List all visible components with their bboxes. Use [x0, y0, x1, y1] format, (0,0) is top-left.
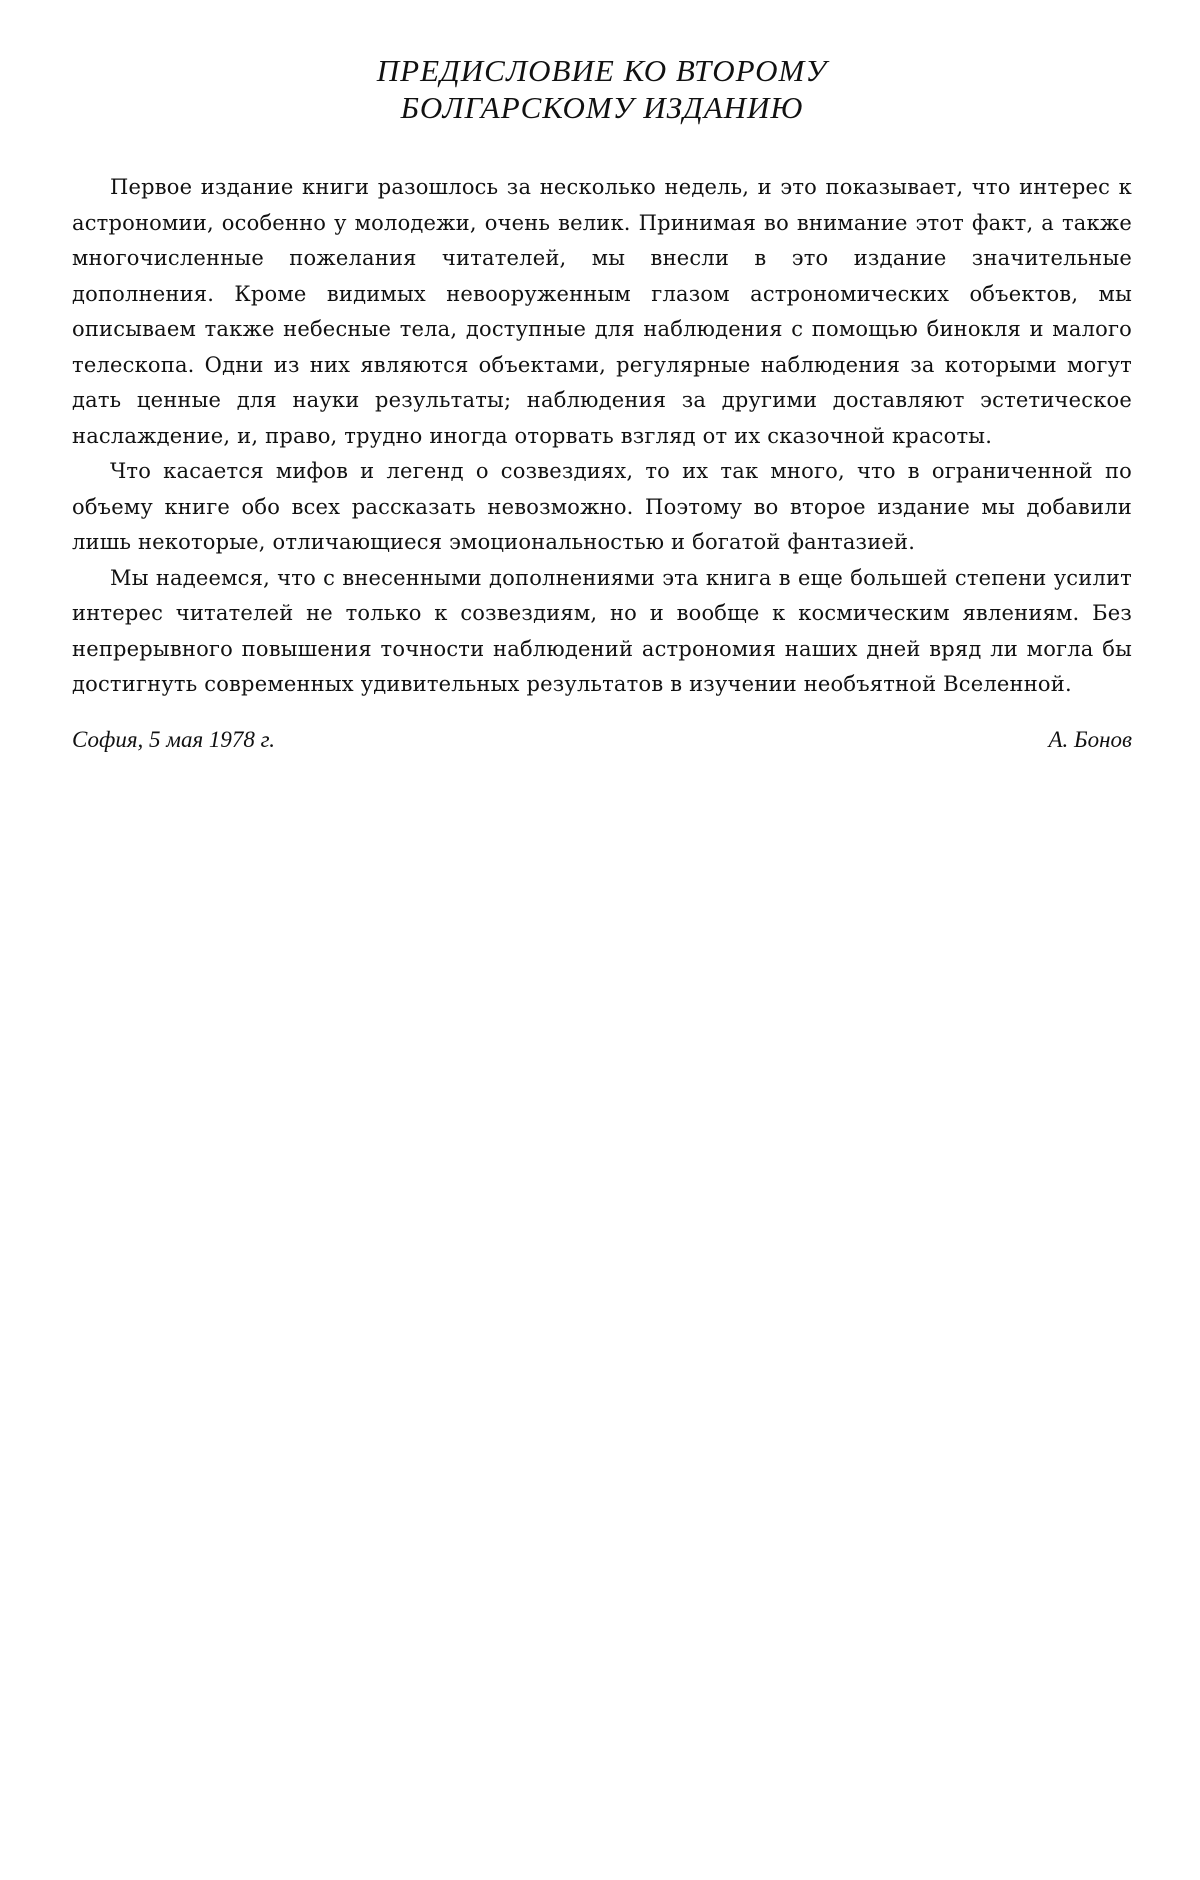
- page-title: [72, 52, 1132, 126]
- signature-line: [72, 725, 1132, 755]
- paragraph-2: Что касается мифов и легенд о созвездиях, то их так много, что в ограниченной по объему книге обо всех рассказать невозможно. Поэтому во второе издание мы добавили лишь некоторые, отличающиеся эмоциональностью и богатой фантазией.: [72, 459, 1132, 554]
- document-page: [72, 52, 1132, 755]
- paragraph-3: Мы надеемся, что с внесенными дополнениями эта книга в еще большей степени усилит интерес читателей не только к созвездиям, но и вообще к космическим явлениям. Без непрерывного повышения точности наблюдений астрономия наших дней вряд ли могла бы достигнуть современных удивительных результатов в изучении необъятной Вселенной.: [72, 565, 1132, 696]
- paragraph-1: Первое издание книги разошлось за несколько недель, и это показывает, что интерес к астрономии, особенно у молодежи, очень велик. Принимая во внимание этот факт, а также многочисленные пожелания читателей, мы внесли в это издание значительные дополнения. Кроме видимых невооруженным глазом астрономических объектов, мы описываем также небесные тела, доступные для наблюдения с помощью бинокля и малого телескопа. Одни из них являются объектами, регулярные наблюдения за которыми могут дать ценные для науки результаты; наблюдения за другими доставляют эстетическое наслаждение, и, право, трудно иногда оторвать взгляд от их сказочной красоты.: [72, 175, 1132, 448]
- title-line-2: БОЛГАРСКОМУ ИЗДАНИЮ: [400, 90, 804, 125]
- author-name: А. Бонов: [1048, 726, 1132, 752]
- place-date: София, 5 мая 1978 г.: [72, 726, 276, 752]
- title-line-1: ПРЕДИСЛОВИЕ КО ВТОРОМУ: [376, 53, 828, 88]
